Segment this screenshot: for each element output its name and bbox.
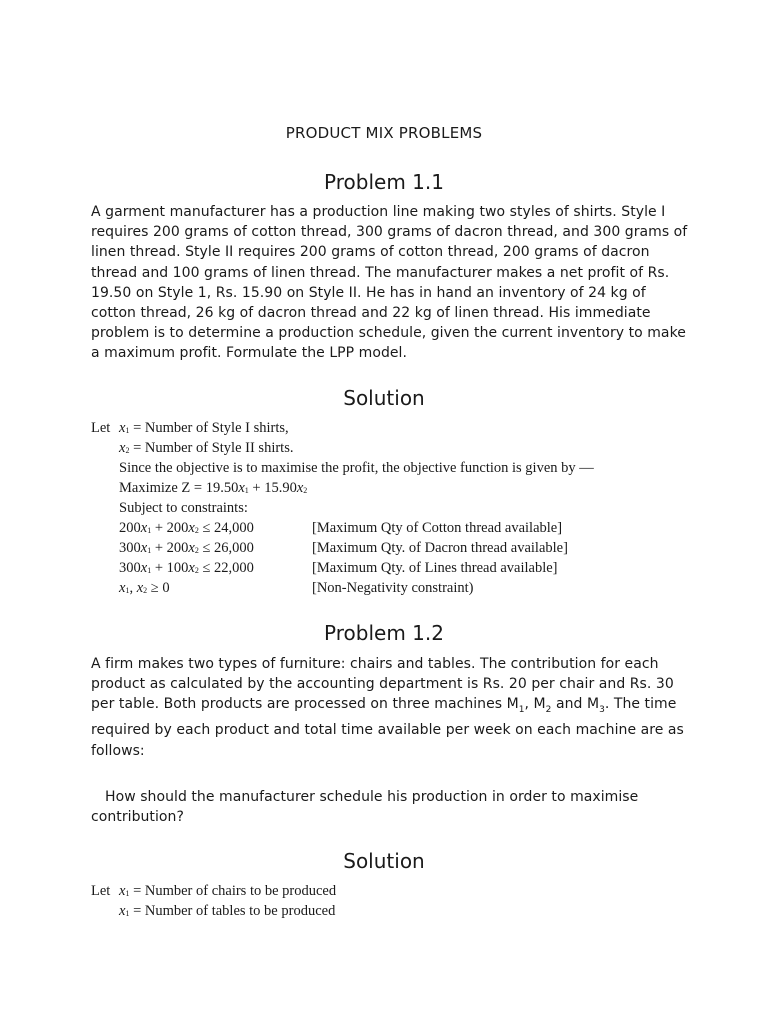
problem-1-2-text: A firm makes two types of furniture: chairs and tables. The contribution for each product as calculated by the accounting department is Rs. 20 per chair and Rs. 30 per table. Both products are processed on three machines $M_1$, $M_2$ and $M_3$. The time required by each product and total time available per week on each machine are as follows: <box>91 656 684 759</box>
document-title: PRODUCT MIX PROBLEMS <box>285 124 483 142</box>
solution-1-body <box>91 418 711 598</box>
solution-1-heading: Solution <box>343 386 425 410</box>
solution-2-body <box>91 881 711 921</box>
let-label: Let <box>91 420 111 436</box>
constraint-linen-row: $300x_1 + 100x_2 \le 22,000$ [Maximum Qty. of Lines thread available] <box>119 560 558 576</box>
tables-definition: = Number of tables to be produced <box>129 903 336 919</box>
problem-1-1-text: A garment manufacturer has a production line making two styles of shirts. Style I requires 200 grams of cotton thread, 300 grams of dacron thread, and 300 grams of linen thread. Style II requires 200 grams of cotton thread, 200 grams of dacron thread and 100 grams of linen thread. The manufacturer makes a net profit of Rs. 19.50 on Style 1, Rs. 15.90 on Style II. He has in hand an inventory of 24 kg of cotton thread, 26 kg of dacron thread and 22 kg of linen thread. His immediate problem is to determine a production schedule, given the current inventory to make a maximum profit. Formulate the LPP model. <box>91 204 688 362</box>
problem-1-2-question: How should the manufacturer schedule his production in order to maximise contribution? <box>91 789 639 826</box>
solution-2-heading: Solution <box>343 849 425 873</box>
problem-1-1-heading: Problem 1.1 <box>324 170 444 194</box>
non-negativity-row: $x_1$, $x_2 \ge 0$ [Non-Negativity constraint) <box>119 580 474 596</box>
constraint-cotton-row: $200x_1 + 200x_2 \le 24,000$ [Maximum Qty of Cotton thread available] <box>119 520 563 536</box>
constraint-dacron-row: $300x_1 + 200x_2 \le 26,000$ [Maximum Qty. of Dacron thread available] <box>119 540 568 556</box>
let-chairs-row: Let $x_1$ = Number of chairs to be produced <box>91 883 337 899</box>
x1-definition: = Number of Style I shirts, <box>129 420 289 436</box>
let-tables-row: $x_1$ = Number of tables to be produced <box>119 903 336 919</box>
let-x2-row: $x_2$ = Number of Style II shirts. <box>119 440 294 456</box>
objective-function-row: Maximize $Z = 19.50x_1 + 15.90x_2$ <box>119 480 308 496</box>
constraints-intro-row: Subject to constraints: <box>119 500 248 516</box>
problem-1-2-heading: Problem 1.2 <box>324 621 444 645</box>
chairs-definition: = Number of chairs to be produced <box>129 883 337 899</box>
let-x1-row: Let $x_1$ = Number of Style I shirts, <box>91 420 289 436</box>
objective-intro-row: Since the objective is to maximise the profit, the objective function is given by — <box>119 460 594 476</box>
x2-definition: = Number of Style II shirts. <box>129 440 294 456</box>
var-x: x <box>119 420 126 436</box>
